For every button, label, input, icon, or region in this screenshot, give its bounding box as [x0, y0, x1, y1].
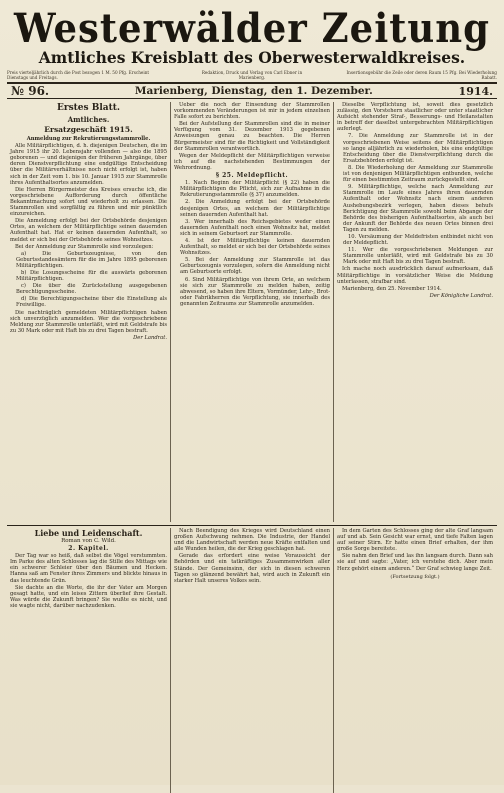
advertising-info: Insertionsgebühr die Zeile oder deren Raum 15 Pfg. Bei Wiederholung Rabatt. — [346, 70, 497, 80]
paragraph: Die nachträglich gemeldeten Militärpflichtigen haben sich unverzüglich anzumelden. Wer die vorgeschriebene Meldung zur Stammrolle unterläßt, wird mit Geldstrafe bis zu 30 Mark oder mit Haft bis zu drei Tagen bestraft. — [10, 309, 167, 334]
signature: Der Königliche Landrat. — [429, 292, 493, 299]
subtitle: Amtliches Kreisblatt des Oberwesterwaldkreises. — [38, 48, 466, 67]
dateline — [7, 82, 497, 99]
list-item: 3. Wer innerhalb des Reichsgebietes weder einen dauernden Aufenthalt noch einen Wohnsitz hat, meldet sich in seinem Geburtsort zur Stammrolle. — [180, 218, 330, 237]
lower-column-1 — [7, 528, 170, 793]
list-item: 2. Die Anmeldung erfolgt bei der Ortsbehörde desjenigen Ortes, an welchem der Militärpflichtige seinen dauernden Aufenthalt hat. — [180, 199, 330, 218]
paragraph: Die Herren Bürgermeister des Kreises ersuche ich, die vorgeschriebene Aufforderung durch öffentliche Bekanntmachung sofort und wiederholt zu erlassen. Die Stammrollen sind sorgfältig zu führen und mir pünktlich einzureichen. — [10, 186, 167, 218]
official-section — [7, 102, 497, 522]
continuation-note: (Fortsetzung folgt.) — [390, 573, 440, 580]
feuilleton-author: Roman von C. Wild. — [61, 538, 116, 544]
paragraph: Nach Beendigung des Krieges wird Deutschland einen großen Aufschwung nehmen. Die Industrie, der Handel und die Landwirtschaft werden neue Kräfte entfalten und alle Wunden heilen, die der Krieg geschlagen hat. — [174, 528, 330, 553]
paragraph: In dem Garten des Schlosses ging der alte Graf langsam auf und ab. Sein Gesicht war ernst, und tiefe Falten lagen auf seiner Stirn. Er hatte einen Brief erhalten, der ihm große Sorge bereitete. — [337, 528, 493, 553]
publisher-info: Redaktion, Druck und Verlag von Carl Ebner in Marienberg. — [201, 70, 303, 80]
paragraph: Bei der Aufstellung der Stammrollen sind die in meiner Verfügung vom 31. Dezember 1913 gegebenen Anweisungen genau zu beachten. Die Herren Bürgermeister sind für die Richtigkeit und Vollständigkeit der Stammrollen verantwortlich. — [174, 121, 330, 152]
column-3 — [333, 102, 496, 522]
paragraph: Ich mache noch ausdrücklich darauf aufmerksam, daß Militärpflichtige in vorsätzlicher Weise die Meldung unterlassen, strafbar sind. — [337, 266, 493, 285]
column-1 — [7, 102, 170, 522]
list-item: 8. Die Wiederholung der Anmeldung zur Stammrolle ist von denjenigen Militärpflichtigen entbunden, welche für einen bestimmten Zeitraum zurückgestellt sind. — [343, 164, 493, 184]
paragraph: Wegen der Meldepflicht der Militärpflichtigen verweise ich auf die nachstehenden Bestimmungen der Wehrordnung. — [174, 152, 330, 171]
masthead: Westerwälder Zeitung — [13, 4, 491, 52]
paragraph: Die Anmeldung erfolgt bei der Ortsbehörde desjenigen Ortes, an welchem der Militärpflichtige seinen dauernden Aufenthalt hat. Hat er keinen dauernden Aufenthalt, so meldet er sich bei der Ortsbehörde seines Wohnsitzes. — [10, 218, 167, 243]
lower-column-3 — [333, 528, 496, 793]
paragraph: Der Tag war so heiß, daß selbst die Vögel verstummten. Im Parke des alten Schlosses lag die Stille des Mittags wie ein schwerer Schleier über den Bäumen und Hecken. Hanna saß am Fenster ihres Zimmers und blickte hinaus in das leuchtende Grün. — [10, 553, 167, 584]
list-item: 5. Bei der Anmeldung zur Stammrolle ist das Geburtszeugnis vorzulegen, sofern die Anmeldung nicht am Geburtsorte erfolgt. — [180, 257, 330, 276]
list-item: 11. Wer die vorgeschriebenen Meldungen zur Stammrolle unterläßt, wird mit Geldstrafe bis zu 30 Mark oder mit Haft bis zu drei Tagen bestraft. — [343, 247, 493, 266]
list-item: a) Die Geburtszeugnisse, von den Geburtsstandesämtern für die im Jahre 1895 geborenen Militärpflichtigen. — [16, 250, 167, 269]
issue-date: Marienberg, Dienstag, den 1. Dezember. — [134, 85, 373, 97]
feuilleton-title: Liebe und Leidenschaft. — [34, 528, 143, 538]
article-title: Ersatzgeschäft 1915. — [44, 125, 133, 134]
chapter-heading: 2. Kapitel. — [68, 545, 109, 553]
list-item: 6. Sind Militärpflichtige von ihrem Orte, an welchem sie sich zur Stammrolle zu melden haben, zeitig abwesend, so haben ihre Eltern, Vormünder, Lehr-, Brot- oder Fabrikherren die Verpflichtung, sie innerhalb des genannten Zeitraums zur Stammrolle anzumelden. — [180, 276, 330, 307]
paragraph: Ueber die noch der Einsendung der Stammrollen vorkommenden Veränderungen ist mir in jedem einzelnen Falle sofort zu berichten. — [174, 102, 330, 121]
list-item: d) Die Berechtigungsscheine über die Einstellung als Freiwillige. — [16, 296, 167, 309]
notice-head: Anmeldung zur Rekrutierungsstammrolle. — [26, 136, 151, 142]
paragraph: Gerade das erfordert eine weise Voraussicht der Behörden und ein tatkräftiges Zusammenwirken aller Stände. Der Gemeinsinn, der sich in diesen schweren Tagen so glänzend bewährt hat, wird auch in Zukunft ein starker Halt unseres Volkes sein. — [174, 553, 330, 584]
subscription-info: Preis vierteljährlich durch die Post bezogen 1 M. 50 Pfg. Erscheint Dienstags und Freitags. — [7, 70, 150, 80]
paragraph-heading: § 25. Meldepflicht. — [215, 172, 289, 180]
publication-info — [7, 70, 497, 80]
list-item: 7. Die Anmeldung zur Stammrolle ist in der vorgeschriebenen Weise seitens der Militärpflichtigen so lange alljährlich zu wiederholen, bis eine endgültige Entscheidung über die Dienstverpflichtung durch die Ersatzbehörden erfolgt ist. — [343, 133, 493, 164]
list-item: b) Die Losungsscheine für die auswärts geborenen Militärpflichtigen. — [16, 269, 167, 283]
section-heading: Erstes Blatt. — [56, 103, 121, 113]
list-item: 9. Militärpflichtige, welche nach Anmeldung zur Stammrolle im Laufe eines Jahres ihren dauernden Aufenthalt oder Wohnsitz nach einem anderen Aushebungsbezirk verlegen, haben dieses behufs Berichtigung der Stammrolle sowohl beim Abgange der Behörde des bisherigen Aufenthaltsortes, als auch bei der Ankunft der Behörde des neuen Ortes binnen drei Tagen zu melden. — [343, 184, 493, 233]
signature: Der Landrat. — [133, 334, 167, 341]
paragraph: Alle Militärpflichtigen, d. h. diejenigen Deutschen, die im Jahre 1915 ihr 20. Lebensjahr vollenden — also die 1895 geborenen — und diejenigen der früheren Jahrgänge, über deren Dienstverpflichtung eine endgültige Entscheidung über die Militärverhältnisse noch nicht erfolgt ist, haben sich in der Zeit vom 1. bis 10. Januar 1915 zur Stammrolle ihres Aufenthaltsortes anzumelden. — [10, 143, 167, 186]
paragraph: Marienberg, den 25. November 1914. — [342, 285, 442, 292]
paragraph: Sie nahm den Brief und las ihn langsam durch. Dann sah sie auf und sagte: „Vater, ich verstehe dich. Aber mein Herz gehört einem anderen.“ Der Graf schwieg lange Zeit. — [337, 553, 493, 572]
list-item: 10. Versäumung der Meldefristen entbindet nicht von der Meldepflicht. — [343, 233, 493, 247]
list-item: 1. Nach Beginn der Militärpflicht (§ 22) haben die Militärpflichtigen die Pflicht, sich zur Aufnahme in die Rekrutierungsstammrolle (§ 37) anzumelden. — [180, 180, 330, 199]
subsection-heading: Amtliches. — [67, 115, 110, 124]
issue-year: 1914. — [458, 84, 493, 98]
paragraph: Dieselbe Verpflichtung ist, soweit dies gesetzlich zulässig, den Vorstehern staatlicher oder unter staatlicher Aufsicht stehender Straf-, Besserungs- und Heilanstalten in betreff der daselbst untergebrachten Militärpflichtigen auferlegt. — [337, 102, 493, 133]
issue-number: № 96. — [11, 84, 50, 98]
feuilleton-section — [7, 525, 497, 793]
lower-column-2 — [170, 528, 333, 793]
column-2 — [170, 102, 333, 522]
list-item: c) Die über die Zurückstellung ausgegebenen Berechtigungsscheine. — [16, 283, 167, 296]
paragraph: Sie dachte an die Worte, die ihr der Vater am Morgen gesagt hatte, und ein leises Zittern überlief ihre Gestalt. Was würde die Zukunft bringen? Sie wußte es nicht, und sie wagte nicht, darüber nachzudenken. — [10, 584, 167, 609]
paragraph: Bei der Anmeldung zur Stammrolle sind vorzulegen: — [15, 243, 154, 250]
list-item: 4. Ist der Militärpflichtige keinen dauernden Aufenthalt, so meldet er sich bei der Ortsbehörde seines Wohnsitzes. — [180, 237, 330, 257]
